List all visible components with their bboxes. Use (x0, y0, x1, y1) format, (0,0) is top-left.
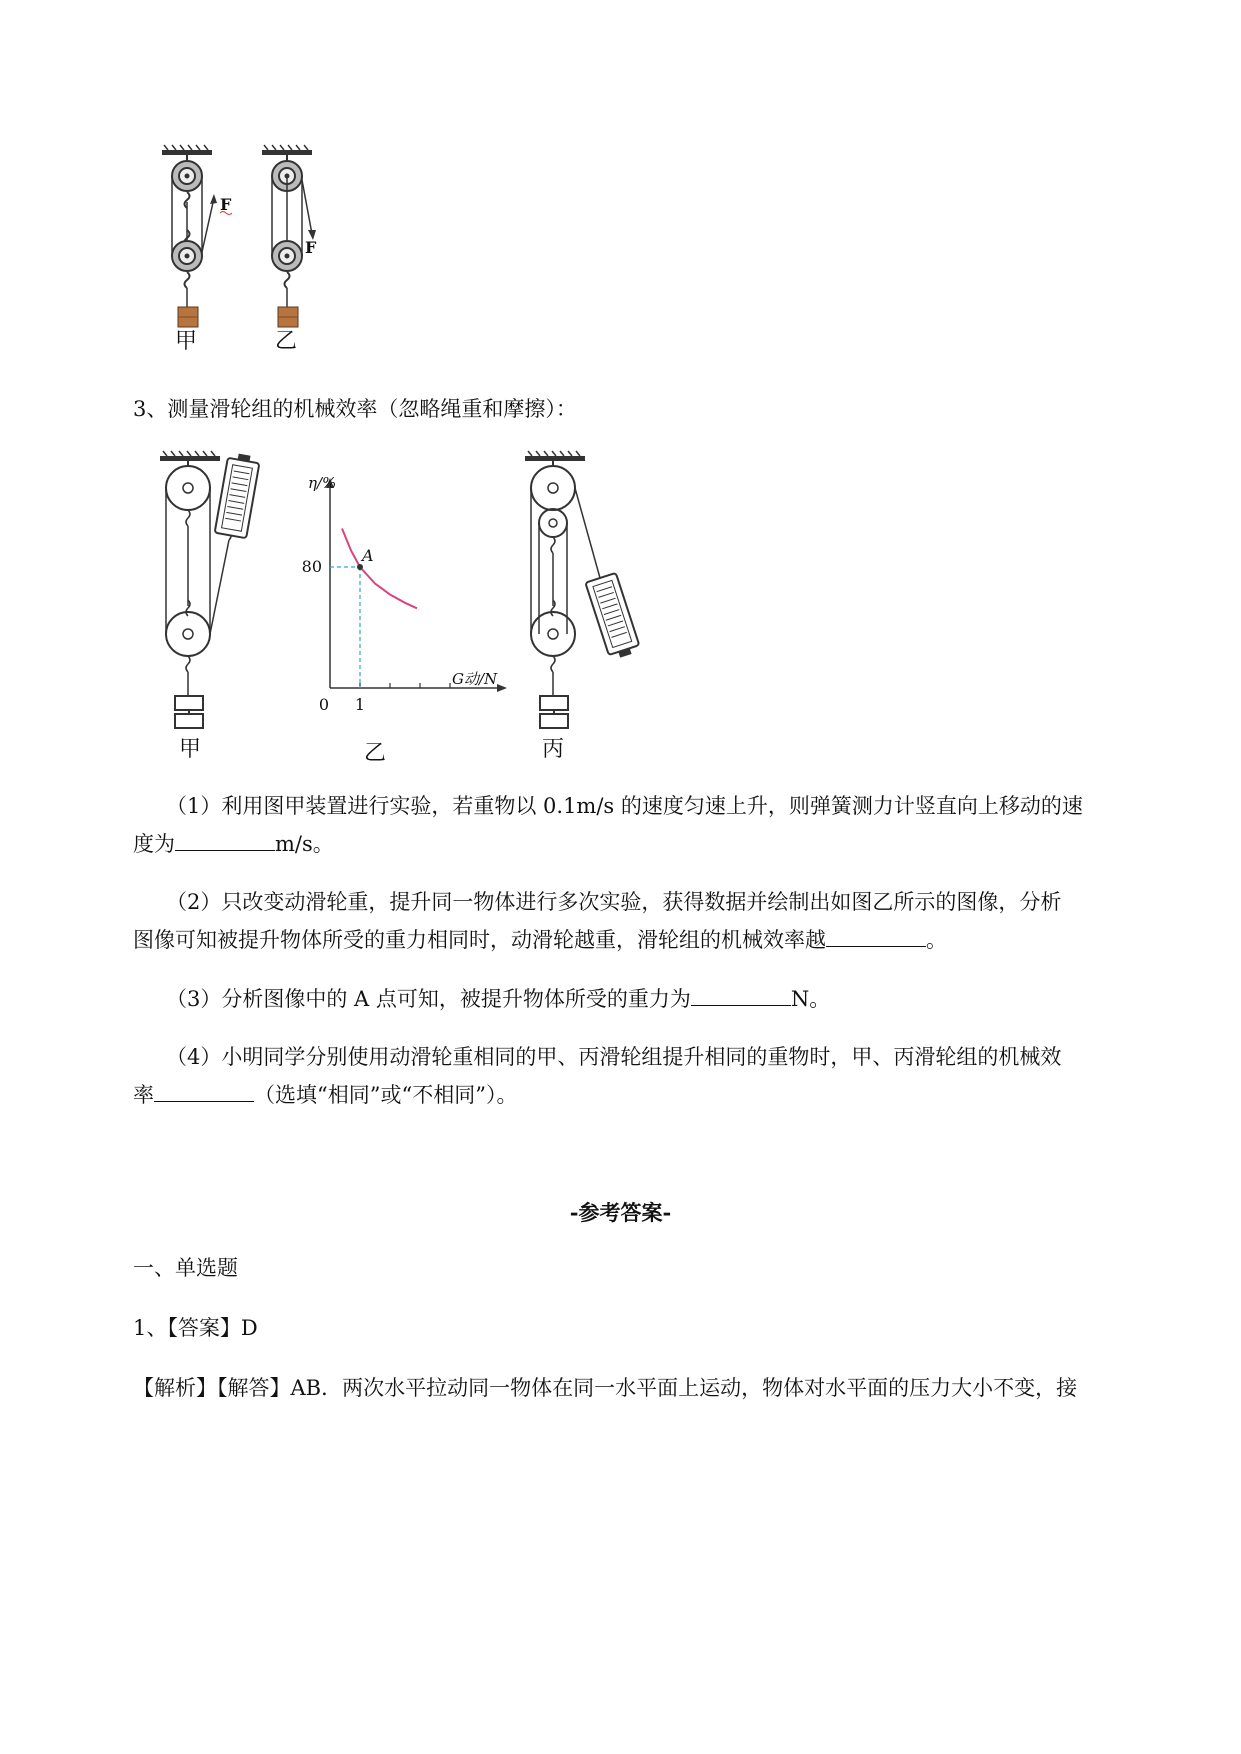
sub-question-4-line2 (133, 1079, 517, 1110)
sub-question-1-post: m/s。 (275, 832, 334, 856)
section-heading: 一、单选题 (133, 1256, 238, 1280)
answer-blank-3[interactable] (691, 983, 791, 1006)
pulley-figure-bing (520, 448, 650, 763)
y-axis-label: η/% (308, 474, 337, 492)
figure-label-yi-top: 乙 (275, 329, 298, 354)
answers-heading: -参考答案- (569, 1200, 672, 1225)
force-label-yi: F (305, 238, 317, 257)
x-tick-label-0: 0 (318, 695, 330, 714)
answer-blank-2[interactable] (826, 924, 926, 947)
sub-question-4-post: （选填“相同”或“不相同”）。 (254, 1083, 518, 1107)
sub-question-2-line2 (133, 924, 947, 955)
pulley-figure-jia (155, 448, 275, 763)
figure-label-jia: 甲 (179, 737, 202, 762)
sub-question-1-line2 (133, 828, 334, 859)
answer-blank-4[interactable] (154, 1079, 254, 1102)
figure-label-bing: 丙 (542, 737, 565, 762)
y-tick-label: 80 (301, 557, 322, 576)
sub-question-3 (166, 983, 830, 1014)
x-axis-label: G动/N (452, 670, 498, 688)
analysis-text: 【解析】【解答】AB．两次水平拉动同一物体在同一水平面上运动，物体对水平面的压力大小不变，接 (133, 1376, 1078, 1400)
sub-question-2-line1: （2）只改变动滑轮重，提升同一物体进行多次实验，获得数据并绘制出如图乙所示的图像，分析 (166, 890, 1062, 914)
sub-question-4-pre: 率 (133, 1083, 154, 1107)
sub-question-4-line1: （4）小明同学分别使用动滑轮重相同的甲、丙滑轮组提升相同的重物时，甲、丙滑轮组的机械效 (166, 1045, 1062, 1069)
sub-question-3-post: N。 (790, 987, 831, 1011)
x-tick-label-1: 1 (354, 695, 366, 714)
question-3-title: 3、测量滑轮组的机械效率（忽略绳重和摩擦）： (133, 397, 577, 421)
figure-label-jia-top: 甲 (175, 329, 198, 354)
efficiency-curve (342, 529, 417, 609)
pulley-system-yi (262, 145, 317, 354)
sub-question-1-pre: 度为 (133, 832, 175, 856)
sub-question-3-pre: （3）分析图像中的 A 点可知，被提升物体所受的重力为 (166, 987, 691, 1011)
x-axis-arrow (497, 684, 507, 692)
sub-question-2-post: 。 (926, 928, 947, 952)
pulley-system-jia (162, 145, 217, 327)
figure-label-yi: 乙 (364, 741, 387, 765)
sub-question-1-line1: （1）利用图甲装置进行实验，若重物以 0.1m/s 的速度匀速上升，则弹簧测力计竖直向上移动的速 (166, 794, 1083, 818)
answer-item-1: 1、【答案】D (133, 1316, 258, 1340)
point-a-label: A (362, 546, 374, 565)
pulley-figure-top (150, 140, 350, 360)
force-label-jia: F (220, 195, 232, 214)
sub-question-2-pre: 图像可知被提升物体所受的重力相同时，动滑轮越重，滑轮组的机械效率越 (133, 928, 826, 952)
answer-blank-1[interactable] (175, 828, 275, 851)
